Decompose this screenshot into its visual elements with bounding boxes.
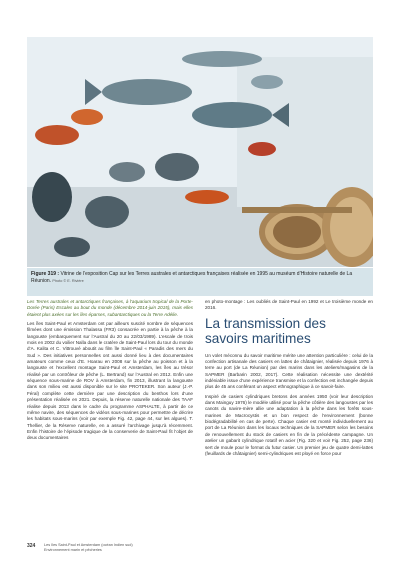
page-number: 324 [27,543,36,549]
right-paragraph-3: Inspiré de casiers cylindriques bretons des années 1950 (voir leur description dans Mainguy 1976) le modèle utilisé pour la pêche côtière des langoustes par les canots du navire-mère allie une adaptation à la pêche dans les forêts sous-marines de Macrocystis et un bon respect de l’environnement (bonne biodégradabilité en cas de perte). Chaque casier est monté individuellement au port de La Réunion dans les locaux techniques de la SAPMER selon les besoins de renouvellement du stock de casiers en fin de la précédente campagne. Un atelier un gabarit cylindrique rotatif en acier (Fig. 320 et voir Fig. 252, page 236) sert de moule pour le format du futur casier. Un premier jeu de quatre demi-lattes (feuillards de châtaignier) semi-cylindriques est ployé en force pour [205,393,373,456]
running-footer [44,543,133,553]
figure-label: Figure 319 : [31,271,60,277]
figure-caption-text: Vitrine de l’exposition Cap sur les Terres australes et antarctiques françaises réalisée en 1995 au muséum d’Histoire naturelle de La Réunion. [31,271,353,284]
section-heading-line-2: savoirs maritimes [205,330,311,346]
photo-credit: Photo © E. Rivière [52,278,84,283]
footer-title: Les îles Saint-Paul et Amsterdam (océan Indien sud) [44,543,133,547]
left-paragraph-2: Les îles Saint-Paul et Amsterdam ont par ailleurs suscité nombre de séquences filmées dont une émission Thalassa (FR3) consacrée en partie à la pêche à la langouste (embarquement sur l’Austral du 20 au 22/03/1989). L’escale de trois mois en 2002 du voilier Nalla dans le cratère de Saint-Paul lors du tour du monde d’A. Kalita et C. Vittrouvé aboutit au film Île Saint-Paul « Paradis des mers du Sud ». Des initiatives personnelles ont aussi donné lieu à des documentaires amateurs comme ceux d’E. Hoarau en 2008 sur la pêche au poisson et à la langouste et l’excellent montage Saint-Paul et Amsterdam, les îles au trésor réalisé par un contrôleur de pêche (L. Bertrand) sur l’Austral en 2012. Enfin une séquence sous-marine de ROV à Amsterdam, fin 2013, illustrant la langouste dans son milieu est aussi disponible sur le site PROTEKER. Son auteur (J.-P. Féral) complète cette dernière par une description du benthos lors d’une présentation réalisée en 2021. Depuis, la réserve naturelle nationale des TAAF réalise depuis 2013 dans le cadre du programme ASPHALTE, à partir de ce même navire, des séquences de vidéos sous-marines pour permettre de décrire les habitats sous-marins (voir par exemple Fig. 42, page 44, sur les algues). T. Thellier, de la Réserve naturelle, en a assuré l’archivage jusqu’à récemment. Enfin l’histoire de l’épisode tragique de la conserverie de Saint-Paul fit l’objet de deux documentaires [27,321,193,441]
left-paragraph-1: Les Terres australes et antarctiques françaises, à l’aquarium tropical de la Porte-Dorée (Paris) Escales au bout du monde (décembre 2014-juin 2015), mais elles étaient plus axées sur les îles éparses, subantarctiques ou la Terre Adélie. [27,299,193,317]
left-column [27,299,193,445]
section-heading [205,316,373,346]
footer-subtitle: Environnement marin et pêcheries [44,547,102,552]
right-paragraph-2: Un volet méconnu du savoir maritime mérite une attention particulière : celui de la confection artisanale des casiers en lattes de châtaignier, réalisée depuis 1976 à terre au port (de La Réunion) par des marins dans les ateliers/magasins de la SAPMER (Barbarin 2002, 2017). Cette réalisation nécessite une dextérité indéniable issue d’une expérience transmise et la confection est inchangée depuis plus de 45 ans conférant un aspect ethnographique à ce savoir-faire. [205,352,373,390]
right-column [205,299,373,460]
museum-display-photo [27,37,373,267]
fish-display-illustration [27,37,373,267]
right-paragraph-1: en photo-montage : Les oubliés de Saint-Paul en 1992 et Le troisième monde en 2016. [205,299,373,311]
section-heading-line-1: La transmission des [205,315,326,331]
figure-caption [27,268,373,296]
